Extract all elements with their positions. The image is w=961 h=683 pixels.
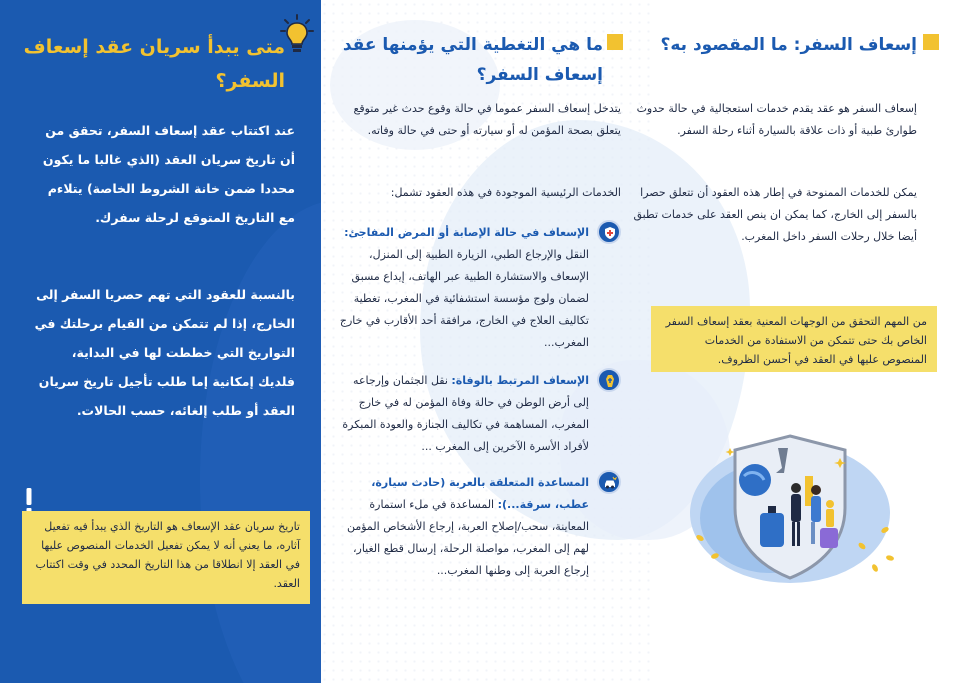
section-marker (923, 34, 939, 50)
left-paragraph-2: بالنسبة للعقود التي تهم حصريا السفر إلى الخارج، إذا لم تتمكن من القيام برحلتك في التواريخ التي خططت لها في البداية، فلديك إمكانية إما طلب تأجيل تاريخ سريان العقد أو طلب إلغائه، حسب الحالات. (34, 287, 295, 418)
service-title: الإسعاف المرتبط بالوفاة: (451, 374, 589, 387)
medical-shield-icon (597, 220, 621, 244)
service-text: المساعدة في ملء استمارة المعاينة، سحب/إصلاح العربة، إرجاع الأشخاص المؤمن لهم إلى المغرب، مواصلة الرحلة، إرسال قطع الغيار، إرجاع العربة إلى وطنها المغرب... (346, 498, 589, 577)
service-text: نقل الجثمان وإرجاعه إلى أرض الوطن في حالة وفاة المؤمن له في خارج المغرب، المساهمة في تكاليف الجنازة والعودة المبكرة لأفراد الأسرة الآخرين إلى المغرب ... (342, 374, 589, 453)
left-info-note: تاريخ سريان عقد الإسعاف هو التاريخ الذي يبدأ فيه تفعيل آثاره، ما يعني أنه لا يمكن تفعيل الخدمات المنصوص عليها في العقد إلا انطلاقا من هذا التاريخ المحدد في وقت اكتتاب العقد. (22, 511, 310, 604)
left-panel-title: متى يبدأ سريان عقد إسعاف السفر؟ (23, 36, 285, 92)
service-text: النقل والإرجاع الطبي، الزيارة الطبية إلى المنزل، الإسعاف والاستشارة الطبية عبر الهاتف، إيداع مسبق لضمان ولوج مؤسسة استشفائية في المغرب، تغطية تكاليف العلاج في الخارج، مرافقة أحد الأقارب في خارج المغرب... (339, 248, 589, 349)
panel-swirl (200, 200, 321, 683)
service-title: المساعدة المتعلقة بالعربة (حادث سيارة، عطب، سرقة...): (371, 476, 589, 511)
service-item-vehicle (335, 472, 589, 582)
right-paragraph-1: إسعاف السفر هو عقد يقدم خدمات استعجالية في حالة حدوث طوارئ طبية أو ذات علاقة بالسيارة أثناء رحلة السفر. (636, 102, 917, 137)
car-accident-icon (597, 470, 621, 494)
lightbulb-icon (280, 14, 314, 54)
section-marker (607, 34, 623, 50)
service-title: الإسعاف في حالة الإصابة أو المرض المفاجئ: (344, 226, 589, 239)
left-paragraph-1: عند اكتتاب عقد إسعاف السفر، تحقق من أن تاريخ سريان العقد (الذي غالبا ما يكون محددا ضمن خانة الشروط الخاصة) يتلاءم مع التاريخ المتوقع لرحلة سفرك. (42, 123, 295, 225)
coffin-icon (597, 368, 621, 392)
middle-intro: يتدخل إسعاف السفر عموما في حالة وقوع حدث غير متوقع يتعلق بصحة المؤمن له أو سيارته أو حتى في حالة وفاته. (353, 102, 621, 137)
service-item-death (335, 370, 589, 458)
right-info-note: من المهم التحقق من الوجهات المعنية بعقد إسعاف السفر الخاص بك حتى تتمكن من الاستفادة من الخدمات المنصوص عليها في العقد في أحسن الظروف. (651, 306, 937, 372)
travel-insurance-illustration (680, 418, 900, 588)
right-paragraph-2: يمكن للخدمات الممنوحة في إطار هذه العقود أن تتعلق حصرا بالسفر إلى الخارج، كما يمكن ان ينص العقد على خدمات تطبق أيضا خلال رحلات السفر داخل المغرب. (633, 186, 917, 243)
middle-section-title: ما هي التغطية التي يؤمنها عقد إسعاف السفر؟ (342, 35, 603, 85)
right-section-title: إسعاف السفر: ما المقصود به؟ (660, 35, 917, 55)
services-intro: الخدمات الرئيسية الموجودة في هذه العقود تشمل: (390, 186, 621, 199)
service-item-injury (335, 222, 589, 354)
